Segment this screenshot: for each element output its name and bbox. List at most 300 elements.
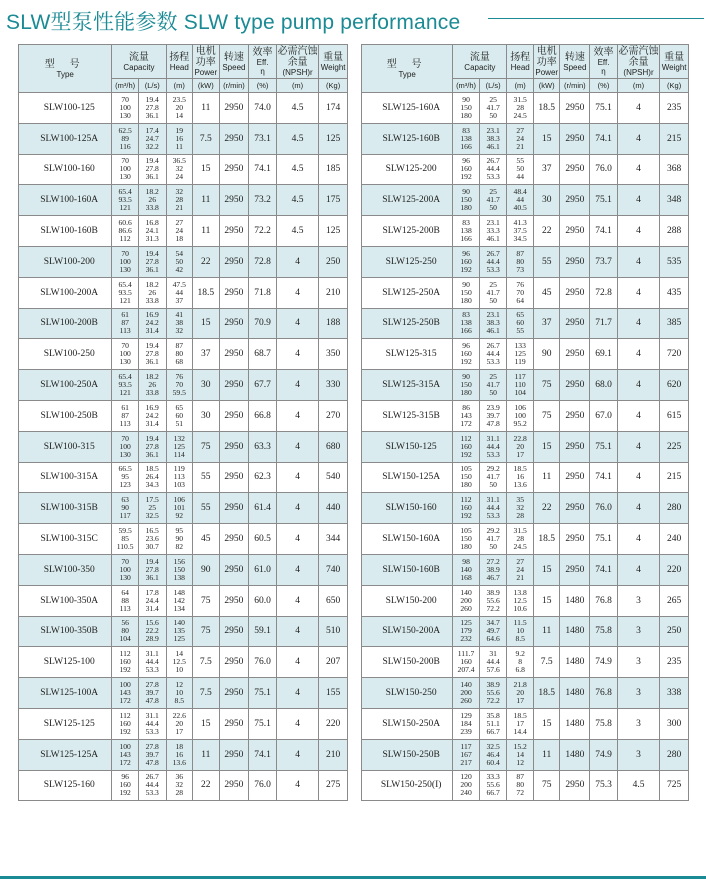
table-row: [362, 678, 689, 709]
speed-cell: 2950: [560, 770, 590, 801]
capacity-m3h-cell-value: 140: [460, 587, 472, 597]
capacity-ls-cell-value: 36.1: [145, 357, 159, 367]
weight-cell: 175: [319, 185, 348, 216]
head-cell: [166, 554, 193, 585]
efficiency-cell: 63.3: [249, 431, 277, 462]
head-cell-value: 12.5: [513, 595, 527, 605]
capacity-ls-cell-value: 44.4: [486, 657, 500, 667]
capacity-ls-cell-value: 27.2: [486, 556, 500, 566]
head-cell: [507, 739, 534, 770]
head-cell-value: 103: [173, 480, 185, 490]
capacity-m3h-cell-value: 70: [121, 433, 129, 443]
model-cell: SLW100-125: [19, 93, 112, 124]
model-cell: SLW150-250B: [362, 739, 453, 770]
weight-cell: 680: [319, 431, 348, 462]
power-cell: 11: [193, 739, 220, 770]
head-cell-value: 28: [516, 511, 524, 521]
head-cell-value: 10.6: [513, 603, 527, 613]
head-cell-value: 27: [175, 218, 184, 228]
table-row: [19, 154, 348, 185]
capacity-m3h-cell-value: 96: [462, 341, 470, 351]
capacity-m3h-cell: [112, 678, 139, 709]
header-capacity: 流量 Capacity: [112, 45, 166, 79]
head-cell: [166, 462, 193, 493]
head-cell-value: 36: [175, 772, 184, 782]
capacity-ls-cell-value: 66.7: [486, 726, 500, 736]
capacity-m3h-cell-value: 130: [119, 172, 131, 182]
capacity-ls-cell-value: 27.8: [145, 102, 159, 112]
capacity-m3h-cell-value: 200: [460, 688, 472, 698]
unit-power: (kW): [193, 79, 220, 93]
capacity-m3h-cell-value: 93.5: [118, 287, 132, 297]
capacity-ls-cell-value: 53.3: [486, 172, 500, 182]
power-cell: 18.5: [193, 277, 220, 308]
capacity-m3h-cell: [453, 93, 480, 124]
speed-cell: 2950: [219, 93, 249, 124]
model-cell: SLW100-125A: [19, 123, 112, 154]
capacity-ls-cell-value: 19.4: [145, 433, 159, 443]
capacity-ls-cell: [479, 770, 507, 801]
head-cell-value: 55: [516, 156, 524, 166]
head-cell-value: 44: [516, 172, 524, 182]
header-efficiency: 效率 Eff. η: [590, 45, 618, 79]
npsh-cell: 4: [276, 277, 318, 308]
capacity-m3h-cell-value: 83: [462, 310, 470, 320]
table-row: [362, 400, 689, 431]
capacity-m3h-cell: [112, 370, 139, 401]
unit-head: (m): [166, 79, 193, 93]
capacity-m3h-cell-value: 113: [119, 326, 131, 336]
efficiency-cell: 68.0: [590, 370, 618, 401]
power-cell: 15: [533, 585, 560, 616]
npsh-cell: 4: [276, 339, 318, 370]
table-row: [362, 431, 689, 462]
head-cell-value: 11.5: [513, 618, 527, 628]
speed-cell: 2950: [219, 185, 249, 216]
weight-cell: 250: [660, 616, 689, 647]
npsh-cell: 4: [617, 524, 659, 555]
head-cell-value: 60: [175, 410, 184, 420]
header-weight: 重量 Weight: [319, 45, 348, 79]
capacity-m3h-cell-value: 88: [121, 595, 129, 605]
head-cell-value: 24: [175, 172, 184, 182]
head-cell-value: 32: [175, 164, 184, 174]
efficiency-cell: 71.7: [590, 308, 618, 339]
power-cell: 18.5: [533, 93, 560, 124]
capacity-m3h-cell-value: 138: [460, 133, 472, 143]
capacity-ls-cell-value: 39.7: [145, 749, 159, 759]
capacity-ls-cell-value: 26.7: [486, 156, 500, 166]
capacity-m3h-cell-value: 70: [121, 341, 129, 351]
efficiency-cell: 69.1: [590, 339, 618, 370]
capacity-ls-cell-value: 44.4: [486, 256, 500, 266]
power-cell: 11: [533, 462, 560, 493]
head-cell-value: 119: [173, 464, 185, 474]
table-row: [19, 123, 348, 154]
power-cell: 11: [533, 616, 560, 647]
efficiency-cell: 67.7: [249, 370, 277, 401]
capacity-ls-cell: [138, 370, 166, 401]
efficiency-cell: 68.7: [249, 339, 277, 370]
weight-cell: 174: [319, 93, 348, 124]
capacity-ls-cell-value: 41.7: [486, 102, 500, 112]
head-cell-value: 36.5: [172, 156, 186, 166]
head-cell-value: 17: [175, 726, 184, 736]
head-cell-value: 24.5: [513, 542, 527, 552]
capacity-ls-cell-value: 39.7: [145, 688, 159, 698]
capacity-m3h-cell-value: 180: [460, 295, 472, 305]
capacity-ls-cell-value: 25: [489, 187, 497, 197]
table-row: [362, 616, 689, 647]
weight-cell: 650: [319, 585, 348, 616]
capacity-m3h-cell-value: 70: [121, 556, 129, 566]
table-row: [19, 616, 348, 647]
head-cell-value: 42: [175, 264, 184, 274]
npsh-cell: 4: [617, 493, 659, 524]
capacity-ls-cell: [138, 678, 166, 709]
efficiency-cell: 74.9: [590, 647, 618, 678]
head-cell-value: 27: [516, 556, 524, 566]
capacity-m3h-cell-value: 100: [119, 256, 131, 266]
npsh-cell: 4: [276, 462, 318, 493]
capacity-ls-cell-value: 29.2: [486, 526, 500, 536]
capacity-ls-cell-value: 60.4: [486, 757, 500, 767]
table-row: [362, 585, 689, 616]
capacity-ls-cell-value: 44.4: [145, 657, 159, 667]
header-power: 电机功率 Power: [194, 46, 218, 77]
capacity-m3h-cell-value: 90: [462, 94, 470, 104]
speed-cell: 2950: [219, 647, 249, 678]
head-cell-value: 104: [514, 388, 526, 398]
capacity-m3h-cell-value: 59.5: [118, 526, 132, 536]
table-row: [19, 462, 348, 493]
capacity-m3h-cell: [112, 246, 139, 277]
power-cell: 75: [193, 585, 220, 616]
capacity-m3h-cell-value: 80: [121, 626, 129, 636]
capacity-m3h-cell-value: 117: [119, 511, 131, 521]
head-cell-value: 95: [175, 526, 184, 536]
capacity-ls-cell-value: 36.1: [145, 572, 159, 582]
speed-cell: 2950: [219, 678, 249, 709]
capacity-m3h-cell-value: 160: [460, 441, 472, 451]
capacity-ls-cell-value: 33.3: [486, 226, 500, 236]
power-cell: 22: [193, 246, 220, 277]
head-cell-value: 24.5: [513, 110, 527, 120]
capacity-ls-cell: [479, 493, 507, 524]
power-cell: 75: [193, 431, 220, 462]
capacity-m3h-cell-value: 150: [460, 472, 472, 482]
capacity-m3h-cell: [112, 554, 139, 585]
head-cell: [166, 647, 193, 678]
unit-capacity-m3h: (m³/h): [453, 79, 480, 93]
speed-cell: 2950: [560, 370, 590, 401]
npsh-cell: 4: [617, 154, 659, 185]
speed-cell: 2950: [219, 277, 249, 308]
capacity-m3h-cell-value: 138: [460, 318, 472, 328]
npsh-cell: 4: [617, 308, 659, 339]
efficiency-cell: 67.0: [590, 400, 618, 431]
table-row: [362, 154, 689, 185]
capacity-ls-cell-value: 44.4: [145, 780, 159, 790]
capacity-m3h-cell-value: 83: [462, 218, 470, 228]
performance-table-right: [361, 44, 689, 801]
speed-cell: 1480: [560, 616, 590, 647]
head-cell-value: 140: [173, 618, 185, 628]
speed-cell: 2950: [560, 154, 590, 185]
npsh-cell: 4: [276, 739, 318, 770]
model-cell: SLW125-200A: [362, 185, 453, 216]
capacity-ls-cell-value: 27.8: [145, 564, 159, 574]
capacity-ls-cell: [138, 339, 166, 370]
head-cell-value: 80: [516, 256, 524, 266]
table-row: [362, 216, 689, 247]
capacity-ls-cell-value: 19.4: [145, 556, 159, 566]
capacity-ls-cell: [138, 185, 166, 216]
head-cell-value: 18: [175, 741, 184, 751]
capacity-m3h-cell: [453, 708, 480, 739]
power-cell: 75: [533, 370, 560, 401]
capacity-m3h-cell-value: 112: [460, 495, 472, 505]
capacity-ls-cell: [138, 647, 166, 678]
speed-cell: 2950: [560, 554, 590, 585]
weight-cell: 620: [660, 370, 689, 401]
capacity-m3h-cell-value: 65.4: [118, 279, 132, 289]
head-cell-value: 24: [516, 133, 524, 143]
head-cell-value: 125: [173, 441, 185, 451]
power-cell: 90: [193, 554, 220, 585]
head-cell-value: 20: [175, 718, 184, 728]
capacity-m3h-cell-value: 160: [460, 657, 472, 667]
capacity-m3h-cell-value: 167: [460, 749, 472, 759]
capacity-m3h-cell-value: 113: [119, 418, 131, 428]
capacity-m3h-cell-value: 100: [119, 349, 131, 359]
head-cell-value: 54: [175, 248, 184, 258]
capacity-m3h-cell: [112, 462, 139, 493]
head-cell: [166, 770, 193, 801]
npsh-cell: 4: [617, 339, 659, 370]
weight-cell: 210: [319, 739, 348, 770]
head-cell-value: 110: [514, 380, 526, 390]
power-cell: 75: [533, 400, 560, 431]
model-cell: SLW150-200B: [362, 647, 453, 678]
capacity-m3h-cell-value: 160: [460, 349, 472, 359]
power-cell: 15: [533, 708, 560, 739]
capacity-ls-cell-value: 53.3: [145, 665, 159, 675]
capacity-m3h-cell-value: 200: [460, 780, 472, 790]
capacity-m3h-cell-value: 116: [119, 141, 131, 151]
capacity-m3h-cell-value: 192: [460, 172, 472, 182]
weight-cell: 385: [660, 308, 689, 339]
capacity-m3h-cell-value: 86: [462, 402, 470, 412]
capacity-ls-cell-value: 33.3: [486, 772, 500, 782]
head-cell-value: 95.2: [513, 418, 527, 428]
npsh-cell: 4: [276, 246, 318, 277]
model-cell: SLW100-250B: [19, 400, 112, 431]
capacity-m3h-cell-value: 172: [119, 696, 131, 706]
speed-cell: 2950: [219, 708, 249, 739]
power-cell: 11: [533, 739, 560, 770]
power-cell: 37: [533, 308, 560, 339]
npsh-cell: 4: [617, 246, 659, 277]
capacity-ls-cell: [479, 308, 507, 339]
capacity-m3h-cell: [453, 123, 480, 154]
head-cell-value: 82: [175, 542, 184, 552]
weight-cell: 240: [660, 524, 689, 555]
capacity-m3h-cell-value: 66.5: [118, 464, 132, 474]
capacity-ls-cell: [479, 154, 507, 185]
head-cell-value: 150: [173, 564, 185, 574]
capacity-m3h-cell-value: 184: [460, 718, 472, 728]
npsh-cell: 3: [617, 585, 659, 616]
model-cell: SLW150-160A: [362, 524, 453, 555]
speed-cell: 1480: [560, 678, 590, 709]
capacity-ls-cell: [479, 462, 507, 493]
speed-cell: 2950: [560, 185, 590, 216]
capacity-ls-cell-value: 26: [148, 380, 156, 390]
capacity-ls-cell: [138, 154, 166, 185]
head-cell-value: 41.3: [513, 218, 527, 228]
capacity-ls-cell-value: 26: [148, 287, 156, 297]
efficiency-cell: 73.1: [249, 123, 277, 154]
capacity-ls-cell-value: 47.8: [486, 418, 500, 428]
head-cell-value: 148: [173, 587, 185, 597]
capacity-ls-cell-value: 55.6: [486, 780, 500, 790]
capacity-m3h-cell-value: 95: [121, 472, 129, 482]
capacity-m3h-cell: [453, 339, 480, 370]
model-cell: SLW100-315A: [19, 462, 112, 493]
capacity-m3h-cell-value: 70: [121, 94, 129, 104]
head-cell-value: 37.5: [513, 226, 527, 236]
capacity-ls-cell-value: 38.9: [486, 587, 500, 597]
power-cell: 75: [193, 616, 220, 647]
head-cell-value: 27: [516, 125, 524, 135]
header-capacity: 流量 Capacity: [453, 45, 507, 79]
head-cell-value: 22.6: [172, 710, 186, 720]
capacity-m3h-cell: [112, 616, 139, 647]
head-cell-value: 24: [516, 564, 524, 574]
speed-cell: 2950: [560, 339, 590, 370]
npsh-cell: 4: [276, 493, 318, 524]
header-efficiency: 效率 Eff. η: [249, 45, 277, 79]
weight-cell: 188: [319, 308, 348, 339]
capacity-m3h-cell: [453, 554, 480, 585]
capacity-m3h-cell-value: 160: [119, 780, 131, 790]
capacity-ls-cell: [138, 400, 166, 431]
power-cell: 15: [533, 431, 560, 462]
table-row: [362, 123, 689, 154]
capacity-ls-cell: [479, 246, 507, 277]
npsh-cell: 4: [276, 524, 318, 555]
capacity-m3h-cell-value: 179: [460, 626, 472, 636]
npsh-cell: 4: [617, 93, 659, 124]
capacity-ls-cell-value: 24.2: [145, 318, 159, 328]
power-cell: 55: [533, 246, 560, 277]
capacity-ls-cell: [138, 431, 166, 462]
head-cell-value: 10: [516, 626, 524, 636]
head-cell: [166, 123, 193, 154]
table-row: [19, 400, 348, 431]
head-cell-value: 106: [514, 402, 526, 412]
weight-cell: 250: [319, 246, 348, 277]
head-cell-value: 70: [516, 287, 524, 297]
capacity-m3h-cell: [112, 185, 139, 216]
weight-cell: 207: [319, 647, 348, 678]
weight-cell: 348: [660, 185, 689, 216]
table-row: [19, 739, 348, 770]
head-cell-value: 35: [516, 495, 524, 505]
capacity-m3h-cell: [112, 585, 139, 616]
speed-cell: 2950: [219, 339, 249, 370]
speed-cell: 2950: [560, 462, 590, 493]
capacity-ls-cell-value: 26.7: [486, 341, 500, 351]
unit-npsh: (m): [617, 79, 659, 93]
head-cell-value: 13.6: [513, 480, 527, 490]
head-cell-value: 18.5: [513, 464, 527, 474]
model-cell: SLW100-160: [19, 154, 112, 185]
capacity-ls-cell: [479, 708, 507, 739]
model-cell: SLW150-250A: [362, 708, 453, 739]
power-cell: 37: [533, 154, 560, 185]
speed-cell: 1480: [560, 647, 590, 678]
title-bar: [6, 6, 706, 36]
head-cell-value: 20: [516, 441, 524, 451]
capacity-ls-cell: [479, 616, 507, 647]
npsh-cell: 3: [617, 616, 659, 647]
efficiency-cell: 76.0: [249, 647, 277, 678]
capacity-m3h-cell-value: 192: [460, 357, 472, 367]
capacity-m3h-cell-value: 129: [460, 710, 472, 720]
head-cell-value: 76: [516, 279, 524, 289]
capacity-ls-cell-value: 17.5: [145, 495, 159, 505]
head-cell-value: 133: [514, 341, 526, 351]
npsh-cell: 4: [276, 370, 318, 401]
capacity-ls-cell-value: 72.2: [486, 603, 500, 613]
capacity-ls-cell-value: 31.4: [145, 603, 159, 613]
model-cell: SLW100-350: [19, 554, 112, 585]
head-cell: [166, 185, 193, 216]
head-cell: [166, 400, 193, 431]
capacity-ls-cell-value: 23.6: [145, 534, 159, 544]
capacity-m3h-cell-value: 192: [460, 449, 472, 459]
table-row: [19, 493, 348, 524]
head-cell-value: 65: [516, 310, 524, 320]
unit-capacity-m3h: (m³/h): [112, 79, 139, 93]
capacity-ls-cell-value: 27.8: [145, 741, 159, 751]
table-row: [19, 339, 348, 370]
table-row: [362, 308, 689, 339]
capacity-m3h-cell-value: 180: [460, 110, 472, 120]
capacity-ls-cell-value: 26.4: [145, 472, 159, 482]
table-row: [19, 585, 348, 616]
capacity-ls-cell-value: 44.4: [486, 349, 500, 359]
capacity-m3h-cell-value: 192: [460, 264, 472, 274]
power-cell: 7.5: [193, 647, 220, 678]
capacity-m3h-cell-value: 240: [460, 788, 472, 798]
head-cell-value: 21: [175, 203, 184, 213]
capacity-ls-cell-value: 18.2: [145, 187, 159, 197]
capacity-m3h-cell-value: 180: [460, 388, 472, 398]
speed-cell: 2950: [560, 277, 590, 308]
speed-cell: 2950: [219, 216, 249, 247]
npsh-cell: 4: [617, 400, 659, 431]
capacity-m3h-cell-value: 100: [119, 680, 131, 690]
capacity-ls-cell-value: 72.2: [486, 696, 500, 706]
header-head: 扬程 Head: [507, 45, 534, 79]
capacity-ls-cell-value: 55.6: [486, 688, 500, 698]
model-cell: SLW100-315: [19, 431, 112, 462]
head-cell: [507, 339, 534, 370]
head-cell: [507, 308, 534, 339]
